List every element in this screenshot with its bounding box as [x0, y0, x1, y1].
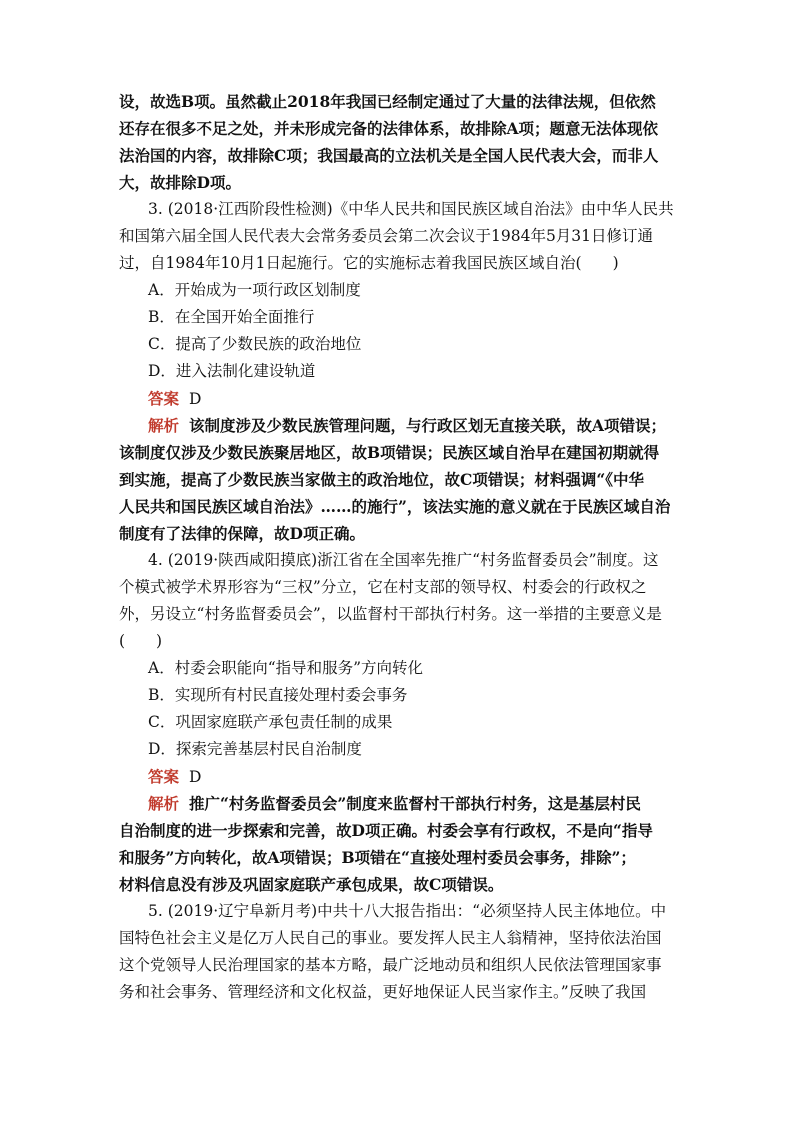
q3-analysis-line: 制度有了法律的保障，故D项正确。: [119, 524, 365, 543]
q3-analysis-line: 到实施，提高了少数民族当家做主的政治地位，故C项错误；材料强调“《中华: [119, 470, 645, 489]
q4-stem-line: ( ): [119, 632, 163, 650]
q3-analysis-line: 人民共和国民族区域自治法》……的施行”，该法实施的意义就在于民族区域自治: [119, 497, 671, 516]
q3-stem-line: 3. (2018·江西阶段性检测)《中华人民共和国民族区域自治法》由中华人民共: [148, 200, 674, 218]
q5-stem-line: 国特色社会主义是亿万人民自己的事业。要发挥人民主人翁精神，坚持依法治国: [119, 929, 662, 947]
q3-analysis-line: 该制度仅涉及少数民族聚居地区，故B项错误；民族区域自治早在建国初期就得: [119, 443, 660, 462]
q3-answer: [119, 385, 679, 412]
q2-analysis-line: 还存在很多不足之处，并未形成完备的法律体系，故排除A项；题意无法体现依: [119, 119, 659, 138]
document-page: [119, 88, 679, 1006]
q3-option-d: D．进入法制化建设轨道: [148, 362, 316, 380]
q3-option-b: B．在全国开始全面推行: [148, 308, 315, 326]
q4-analysis-first: [119, 790, 679, 817]
q4-stem-line: 外，另设立“村务监督委员会”，以监督村干部执行村务。这一举措的主要意义是: [119, 605, 662, 623]
answer-value: D: [189, 390, 202, 408]
q4-analysis-line: 材料信息没有涉及巩固家庭联产承包成果，故C项错误。: [119, 875, 504, 894]
q2-analysis-tail: [119, 88, 679, 196]
q3-option-a: A．开始成为一项行政区划制度: [148, 281, 361, 299]
analysis-text: 推广“村务监督委员会”制度来监督村干部执行村务，这是基层村民: [189, 794, 641, 813]
analysis-label: 解析: [148, 794, 180, 813]
analysis-text: 该制度涉及少数民族管理问题，与行政区划无直接关联，故A项错误；: [189, 416, 667, 435]
answer-label: 答案: [148, 767, 180, 786]
question-3: [119, 196, 679, 547]
question-4: [119, 547, 679, 898]
q5-stem-line: 5. (2019·辽宁阜新月考)中共十八大报告指出：“必须坚持人民主体地位。中: [148, 902, 667, 920]
q4-answer: [119, 763, 679, 790]
answer-label: 答案: [148, 389, 180, 408]
q4-option-c: C．巩固家庭联产承包责任制的成果: [148, 713, 393, 731]
q5-stem-line: 这个党领导人民治理国家的基本方略，最广泛地动员和组织人民依法管理国家事: [119, 956, 662, 974]
q3-stem-line: 过，自1984年10月1日起施行。它的实施标志着我国民族区域自治( ): [119, 254, 619, 272]
q4-analysis-line: 自治制度的进一步探索和完善，故D项正确。村委会享有行政权，不是向“指导: [119, 821, 653, 840]
q4-stem-line: 4. (2019·陕西咸阳摸底)浙江省在全国率先推广“村务监督委员会”制度。这: [148, 551, 659, 569]
answer-value: D: [189, 768, 202, 786]
q3-analysis-first: [119, 412, 679, 439]
q2-analysis-line: 大，故排除D项。: [119, 173, 241, 192]
q4-stem-line: 个模式被学术界形容为“三权”分立，它在村支部的领导权、村委会的行政权之: [119, 578, 647, 596]
q2-analysis-line: 法治国的内容，故排除C项；我国最高的立法机关是全国人民代表大会，而非人: [119, 146, 659, 165]
q5-stem-line: 务和社会事务、管理经济和文化权益，更好地保证人民当家作主。”反映了我国: [119, 983, 647, 1001]
question-5: [119, 898, 679, 1006]
q4-option-a: A．村委会职能向“指导和服务”方向转化: [148, 659, 424, 677]
q4-option-d: D．探索完善基层村民自治制度: [148, 740, 362, 758]
q4-option-b: B．实现所有村民直接处理村委会事务: [148, 686, 408, 704]
q4-analysis-line: 和服务”方向转化，故A项错误；B项错在“直接处理村委员会事务，排除”；: [119, 848, 636, 867]
q3-stem-line: 和国第六届全国人民代表大会常务委员会第二次会议于1984年5月31日修订通: [119, 227, 654, 245]
q2-analysis-line: 设，故选B项。虽然截止2018年我国已经制定通过了大量的法律法规，但依然: [119, 92, 656, 111]
analysis-label: 解析: [148, 416, 180, 435]
q3-option-c: C．提高了少数民族的政治地位: [148, 335, 362, 353]
